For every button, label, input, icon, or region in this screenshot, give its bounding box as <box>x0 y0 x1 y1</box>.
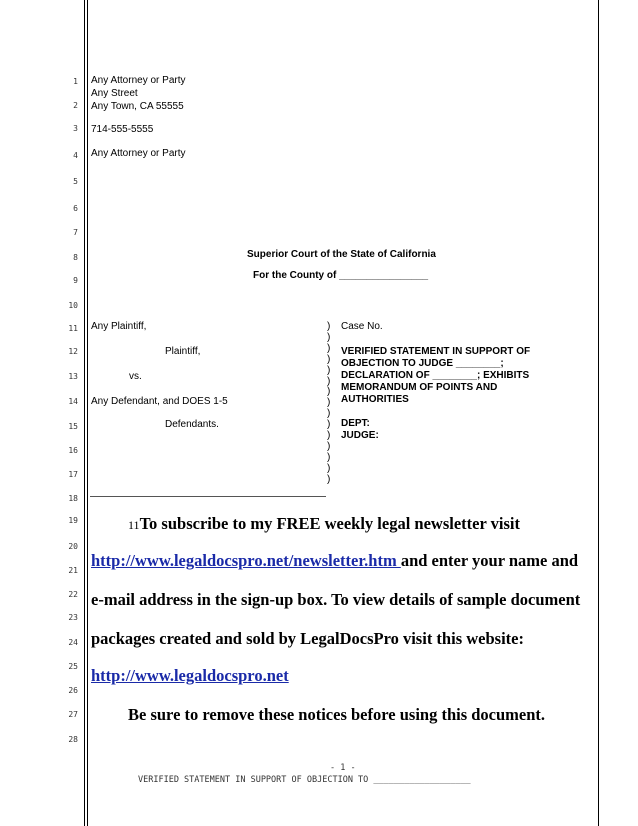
line-number: 26 <box>68 686 78 695</box>
line-number: 10 <box>68 301 78 310</box>
left-margin-rule-outer <box>84 0 85 826</box>
line-number: 1 <box>73 77 78 86</box>
caption-paren: ) <box>327 342 331 354</box>
attorney-city: Any Town, CA 55555 <box>91 101 184 112</box>
line-number: 5 <box>73 177 78 186</box>
document-title-line-3: DECLARATION OF ________; EXHIBITS <box>341 370 530 381</box>
line-number: 7 <box>73 228 78 237</box>
court-county: For the County of ________________ <box>253 270 429 281</box>
notice-line-1: 11To subscribe to my FREE weekly legal newsletter visit <box>128 514 520 533</box>
website-link[interactable]: http://www.legaldocspro.net <box>91 666 289 685</box>
attorney-name: Any Attorney or Party <box>91 75 186 86</box>
line-number: 27 <box>68 710 78 719</box>
line-number: 8 <box>73 253 78 262</box>
defendants-label: Defendants. <box>165 419 219 430</box>
line-number: 12 <box>68 347 78 356</box>
line-number: 13 <box>68 372 78 381</box>
document-title-line-1: VERIFIED STATEMENT IN SUPPORT OF <box>341 346 531 357</box>
line-number: 20 <box>68 542 78 551</box>
caption-paren: ) <box>327 353 331 365</box>
court-name: Superior Court of the State of California <box>247 249 436 260</box>
plaintiff-label: Plaintiff, <box>165 346 201 357</box>
notice-line-5 <box>91 666 289 686</box>
caption-paren: ) <box>327 430 331 441</box>
left-margin-rule-inner <box>87 0 88 826</box>
line-number: 14 <box>68 397 78 406</box>
attorney-for: Any Attorney or Party <box>91 148 186 159</box>
line-number: 15 <box>68 422 78 431</box>
caption-paren: ) <box>327 419 331 431</box>
plaintiff-name: Any Plaintiff, <box>91 321 147 332</box>
line-number: 23 <box>68 613 78 622</box>
line-number: 19 <box>68 516 78 525</box>
line-number: 21 <box>68 566 78 575</box>
caption-paren: ) <box>327 397 331 409</box>
document-title-line-5: AUTHORITIES <box>341 394 409 405</box>
judge-label: JUDGE: <box>341 430 379 441</box>
versus: vs. <box>129 371 142 382</box>
line-number: 3 <box>73 124 78 133</box>
line-number: 28 <box>68 735 78 744</box>
attorney-street: Any Street <box>91 88 138 99</box>
notice-line-3: e-mail address in the sign-up box. To view details of sample document <box>91 590 581 609</box>
notice-line-4: packages created and sold by LegalDocsPro visit this website: <box>91 629 524 648</box>
caption-paren: ) <box>327 331 331 343</box>
caption-paren: ) <box>327 408 331 420</box>
defendant-name: Any Defendant, and DOES 1-5 <box>91 396 228 407</box>
caption-paren: ) <box>327 321 331 332</box>
caption-paren: ) <box>327 440 331 452</box>
caption-paren: ) <box>327 364 331 376</box>
line-number: 17 <box>68 470 78 479</box>
caption-paren: ) <box>327 473 331 485</box>
caption-paren: ) <box>327 462 331 474</box>
attorney-phone: 714-555-5555 <box>91 124 154 135</box>
line-number: 24 <box>68 638 78 647</box>
line-number: 22 <box>68 590 78 599</box>
page-number: - 1 - <box>330 763 356 773</box>
line-number: 18 <box>68 494 78 503</box>
footer-title: VERIFIED STATEMENT IN SUPPORT OF OBJECTION TO ___________________ <box>138 775 471 785</box>
line-number: 16 <box>68 446 78 455</box>
line-number: 9 <box>73 276 78 285</box>
line-number: 25 <box>68 662 78 671</box>
document-title-line-4: MEMORANDUM OF POINTS AND <box>341 382 498 393</box>
notice-line-6: Be sure to remove these notices before using this document. <box>128 705 546 724</box>
line-number: 6 <box>73 204 78 213</box>
notice-line-2: http://www.legaldocspro.net/newsletter.htm and enter your name and <box>91 551 579 570</box>
line-number: 11 <box>68 324 78 333</box>
dept-label: DEPT: <box>341 418 370 429</box>
caption-underline <box>90 496 326 497</box>
caption-paren: ) <box>327 386 331 398</box>
notice-lead-marker: 11 <box>128 518 140 532</box>
right-margin-rule <box>598 0 599 826</box>
line-number: 4 <box>73 151 78 160</box>
document-title-line-2: OBJECTION TO JUDGE ________; <box>341 358 504 369</box>
case-number: Case No. <box>341 321 383 332</box>
caption-paren: ) <box>327 375 331 387</box>
line-number: 2 <box>73 101 78 110</box>
caption-paren: ) <box>327 451 331 463</box>
newsletter-link[interactable]: http://www.legaldocspro.net/newsletter.htm <box>91 551 401 570</box>
